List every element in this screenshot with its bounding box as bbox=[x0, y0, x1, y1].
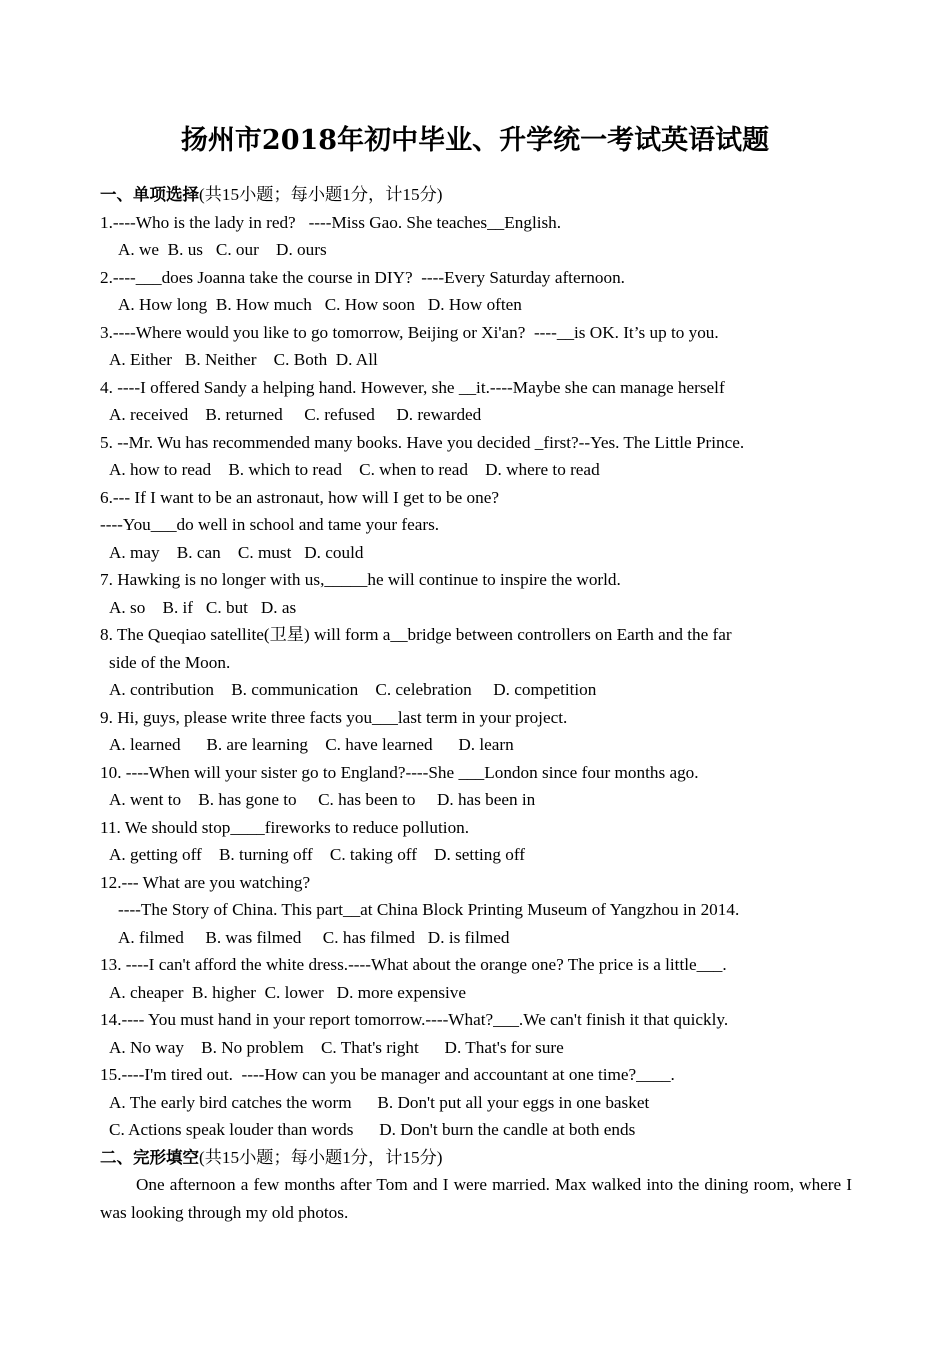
question-stem: 1.----Who is the lady in red? ----Miss Gao. She teaches__English. bbox=[100, 212, 562, 232]
exam-body bbox=[100, 181, 852, 1226]
question-options: A. learned B. are learning C. have learned D. learn bbox=[109, 735, 514, 754]
question-stem: 2.----___does Joanna take the course in DIY? ----Every Saturday afternoon. bbox=[100, 267, 625, 287]
section-1-info: (共15小题；每小题1分，计15分) bbox=[199, 185, 443, 204]
question-stem: 8. The Queqiao satellite(卫星) will form a__bridge between controllers on Earth and the far bbox=[100, 625, 732, 644]
question-options-continued: C. Actions speak louder than words D. Don't burn the candle at both ends bbox=[109, 1120, 636, 1139]
question-options: A. how to read B. which to read C. when to read D. where to read bbox=[109, 460, 600, 479]
question-options: A. getting off B. turning off C. taking off D. setting off bbox=[109, 845, 525, 864]
question-stem-continued: ----The Story of China. This part__at China Block Printing Museum of Yangzhou in 2014. bbox=[118, 900, 740, 919]
question-options: A. cheaper B. higher C. lower D. more expensive bbox=[109, 982, 467, 1002]
question-options: A. No way B. No problem C. That's right D. That's for sure bbox=[109, 1037, 564, 1057]
question-stem-continued: ----You___do well in school and tame your fears. bbox=[100, 515, 440, 534]
question-options: A. contribution B. communication C. celebration D. competition bbox=[109, 680, 597, 699]
question-options: A. filmed B. was filmed C. has filmed D. is filmed bbox=[118, 927, 510, 947]
question-options: A. Either B. Neither C. Both D. All bbox=[109, 350, 378, 369]
question-options: A. How long B. How much C. How soon D. How often bbox=[118, 295, 522, 314]
question-stem: 10. ----When will your sister go to England?----She ___London since four months ago. bbox=[100, 762, 699, 782]
question-stem: 9. Hi, guys, please write three facts you___last term in your project. bbox=[100, 707, 568, 727]
question-stem: 7. Hawking is no longer with us,_____he will continue to inspire the world. bbox=[100, 570, 621, 589]
cloze-passage: One afternoon a few months after Tom and I were married. Max walked into the dining room, where I was looking through my old photos. bbox=[100, 1175, 852, 1222]
section-1-heading bbox=[100, 181, 852, 209]
question-options: A. we B. us C. our D. ours bbox=[118, 240, 327, 259]
question-options: A. The early bird catches the worm B. Don't put all your eggs in one basket bbox=[109, 1092, 650, 1112]
question-stem-continued: side of the Moon. bbox=[109, 652, 231, 672]
page-title: 扬州市2018年初中毕业、升学统一考试英语试题 bbox=[180, 125, 770, 156]
section-2-info: (共15小题；每小题1分，计15分) bbox=[199, 1147, 443, 1167]
question-stem: 3.----Where would you like to go tomorrow, Beijing or Xi'an? ----__is OK. It’s up to you. bbox=[100, 322, 719, 342]
question-options: A. went to B. has gone to C. has been to D. has been in bbox=[109, 790, 536, 809]
question-options: A. may B. can C. must D. could bbox=[109, 542, 364, 562]
question-stem: 5. --Mr. Wu has recommended many books. Have you decided _first?--Yes. The Little Prince. bbox=[100, 432, 745, 452]
question-stem: 14.---- You must hand in your report tomorrow.----What?___.We can't finish it that quickly. bbox=[100, 1010, 729, 1029]
question-list bbox=[100, 209, 852, 1144]
section-1-title: 一、单项选择 bbox=[100, 185, 199, 204]
question-stem: 13. ----I can't afford the white dress.----What about the orange one? The price is a little___. bbox=[100, 955, 727, 974]
question-options: A. so B. if C. but D. as bbox=[109, 597, 297, 617]
section-2-title: 二、完形填空 bbox=[100, 1147, 199, 1167]
question-stem: 12.--- What are you watching? bbox=[100, 872, 311, 892]
question-stem: 11. We should stop____fireworks to reduce pollution. bbox=[100, 817, 470, 837]
question-stem: 15.----I'm tired out. ----How can you be manager and accountant at one time?____. bbox=[100, 1065, 675, 1084]
question-stem: 4. ----I offered Sandy a helping hand. However, she __it.----Maybe she can manage herself bbox=[100, 377, 725, 397]
section-2-heading bbox=[100, 1144, 852, 1172]
question-stem: 6.--- If I want to be an astronaut, how will I get to be one? bbox=[100, 487, 500, 507]
question-options: A. received B. returned C. refused D. rewarded bbox=[109, 405, 482, 424]
